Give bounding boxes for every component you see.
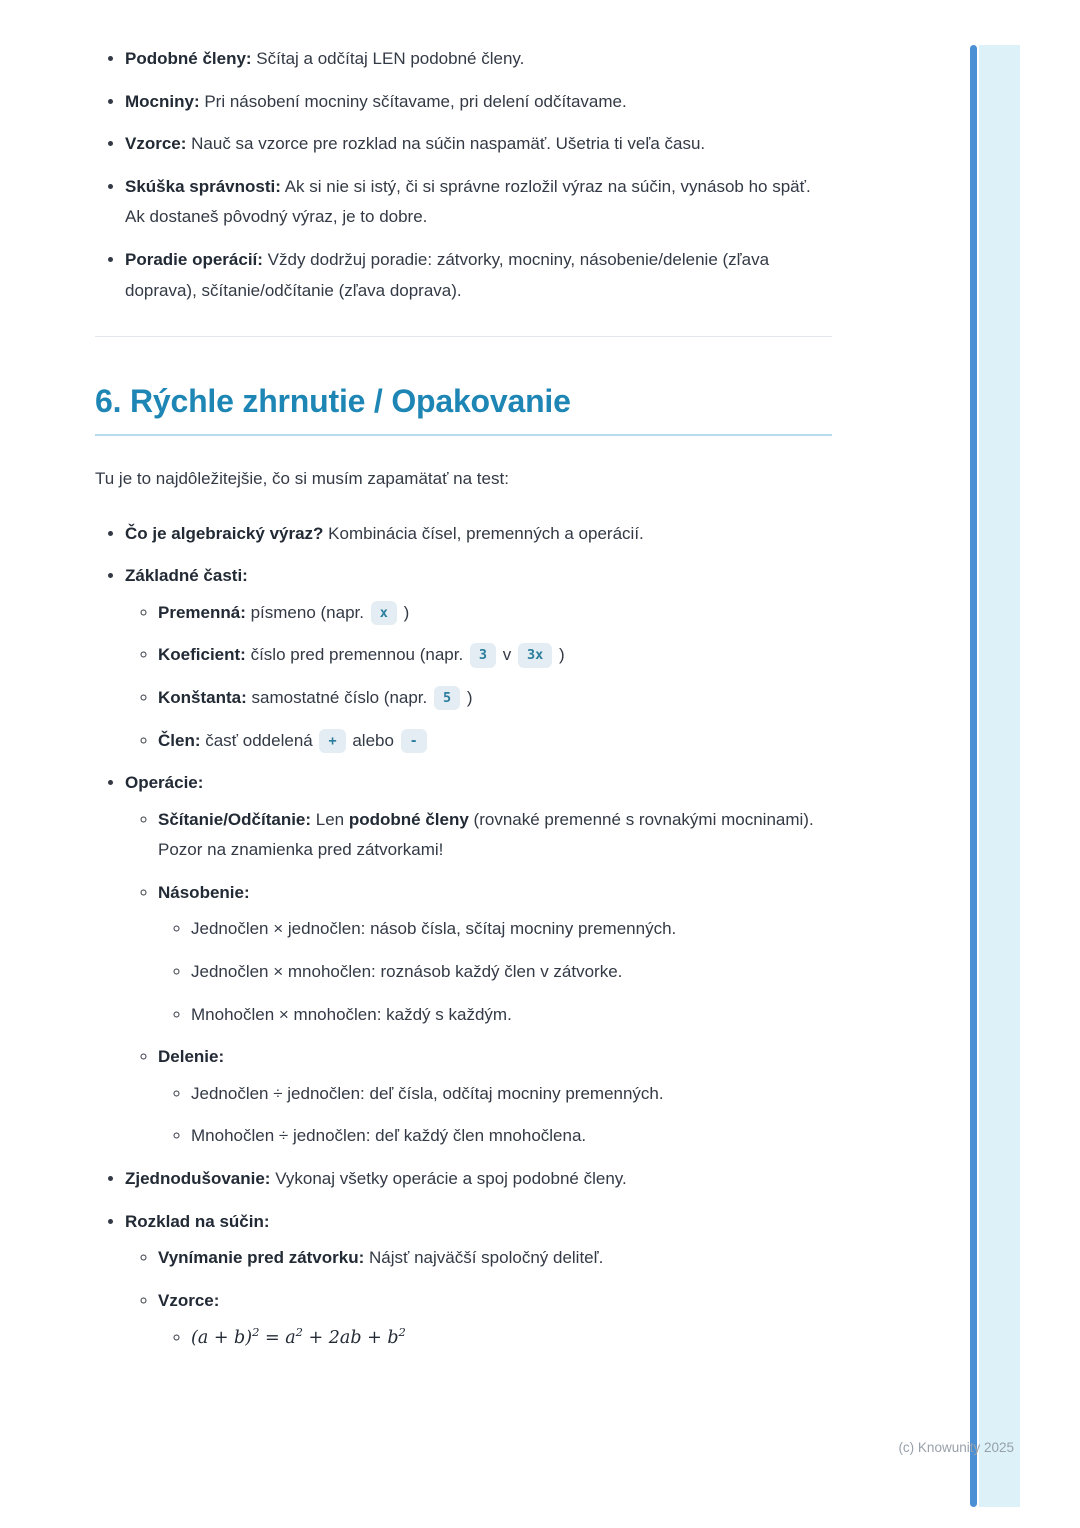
list-item [191,1079,832,1110]
summary-list [95,519,832,1355]
inline-code-badge: - [401,729,427,753]
item-text: Nauč sa vzorce pre rozklad na súčin naspamäť. Ušetria ti veľa času. [186,134,706,154]
sub-list [125,1243,832,1355]
item-text: časť oddelená [200,730,318,750]
item-text: Jednočlen × mnohočlen: roznásob každý člen v zátvorke. [191,962,623,982]
list-item [158,1042,832,1152]
term-label: Člen: [158,730,201,750]
list-item [125,129,832,160]
item-text: Pri násobení mocniny sčítavame, pri delení odčítavame. [199,91,627,111]
term-label: Čo je algebraický výraz? [125,523,324,543]
item-text: Jednočlen ÷ jednočlen: deľ čísla, odčítaj mocniny premenných. [191,1083,664,1103]
list-item [191,914,832,945]
item-text: v [498,645,517,665]
formula-part: (a + b) [191,1328,253,1349]
term-label: Vynímanie pred zátvorku: [158,1248,365,1268]
term-label: Základné časti: [125,566,248,586]
item-text: alebo [347,730,399,750]
item-text: Vždy dodržuj poradie: zátvorky, mocniny, násobenie/delenie (zľava doprava), sčítanie/odčítanie (zľava doprava). [125,249,770,300]
list-item [125,172,832,233]
item-text: Mnohočlen × mnohočlen: každý s každým. [191,1004,512,1024]
sub-sub-list [158,1079,832,1152]
term-label: Vzorce: [158,1290,220,1310]
list-item [125,1164,832,1195]
item-text: písmeno (napr. [245,602,369,622]
term-label: Vzorce: [125,134,187,154]
term-label: Skúška správnosti: [125,176,281,196]
item-text: Vykonaj všetky operácie a spoj podobné členy. [270,1169,627,1189]
item-text: číslo pred premennou (napr. [245,645,468,665]
math-formula [191,1325,406,1349]
item-text: samostatné číslo (napr. [246,687,432,707]
list-item [191,1121,832,1152]
formula-part: = a [259,1328,296,1349]
list-item [158,598,832,629]
inline-code-badge: 3x [518,643,552,667]
scrollbar-thumb[interactable] [970,45,977,1507]
item-text: Nájsť najväčší spoločný deliteľ. [364,1248,604,1268]
list-item [158,683,832,714]
copyright-text: (c) Knowunity 2025 [898,1440,1014,1455]
list-item [158,1286,832,1355]
list-item [191,1322,832,1354]
list-item [125,519,832,550]
superscript: 2 [398,1325,406,1340]
intro-text: Tu je to najdôležitejšie, čo si musím zapamätať na test: [95,468,509,488]
inline-code-badge: + [319,729,345,753]
list-item [158,640,832,671]
document-content [95,44,832,1367]
item-text: Mnohočlen ÷ jednočlen: deľ každý člen mnohočlena. [191,1126,587,1146]
term-label: Podobné členy: [125,49,252,68]
list-item [125,87,832,118]
item-text: ) [554,645,565,665]
list-item [125,245,832,306]
term-label: Rozklad na súčin: [125,1211,270,1231]
term-label: Delenie: [158,1047,225,1067]
formula-part: + 2ab + b [302,1328,399,1349]
tips-list [95,44,832,306]
list-item [158,878,832,1030]
term-label: Operácie: [125,773,204,793]
superscript: 2 [295,1325,303,1340]
inline-code-badge: x [371,601,397,625]
item-text: ) [462,687,473,707]
list-item [125,44,832,75]
term-label: Konštanta: [158,687,247,707]
sub-list [125,598,832,756]
sub-sub-list [158,1322,832,1354]
list-item [158,1243,832,1274]
item-text: ) [398,602,410,622]
term-label: Poradie operácií: [125,249,263,269]
list-item [158,726,832,757]
inline-code-badge: 3 [470,643,496,667]
term-label: Sčítanie/Odčítanie: [158,809,312,829]
sub-sub-list [158,914,832,1030]
list-item [191,957,832,988]
sub-list [125,805,832,1152]
list-item [125,561,832,756]
item-text: Sčítaj a odčítaj LEN podobné členy. [251,49,525,68]
list-item [125,1207,832,1355]
inline-code-badge: 5 [434,686,460,710]
divider [95,336,832,337]
list-item [191,1000,832,1031]
item-text: (rovnaké premenné s rovnakými mocninami). Pozor na znamienka pred zátvorkami! [158,809,814,860]
scrollbar-track[interactable] [979,45,1020,1507]
item-text: Kombinácia čísel, premenných a operácií. [323,523,644,543]
item-text: Ak si nie si istý, či si správne rozložil výraz na súčin, vynásob ho späť. Ak dostaneš pôvodný výraz, je to dobre. [125,176,811,227]
emphasis-text: podobné členy [348,809,469,829]
term-label: Zjednodušovanie: [125,1169,271,1189]
list-item [158,805,832,866]
term-label: Koeficient: [158,645,246,665]
term-label: Násobenie: [158,882,250,902]
superscript: 2 [252,1325,260,1340]
list-item [125,768,832,1152]
term-label: Mocniny: [125,91,200,111]
item-text: Jednočlen × jednočlen: násob čísla, sčítaj mocniny premenných. [191,919,677,939]
term-label: Premenná: [158,602,246,622]
section-heading: 6. Rýchle zhrnutie / Opakovanie [95,383,832,436]
item-text: Len [311,809,349,829]
